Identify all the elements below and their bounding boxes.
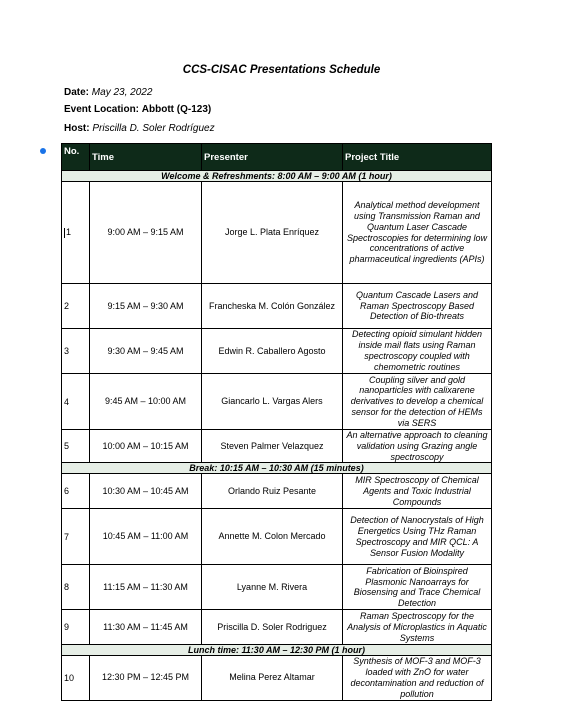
- row-time: 9:00 AM – 9:15 AM: [90, 182, 202, 284]
- date-value: May 23, 2022: [91, 87, 153, 98]
- row-project: Raman Spectroscopy for the Analysis of Microplastics in Aquatic Systems: [343, 610, 492, 645]
- row-time: 11:30 AM – 11:45 AM: [90, 610, 202, 645]
- header-presenter: Presenter: [202, 144, 343, 171]
- row-project: Fabrication of Bioinspired Plasmonic Nanoarrays for Biosensing and Trace Chemical Detection: [343, 565, 492, 610]
- header-time: Time: [90, 144, 202, 171]
- row-time: 10:30 AM – 10:45 AM: [90, 474, 202, 509]
- row-project: Synthesis of MOF-3 and MOF-3 loaded with ZnO for water decontamination and reduction of pollution: [343, 656, 492, 700]
- table-row: [62, 565, 492, 610]
- location-value: Abbott (Q-123): [141, 104, 212, 115]
- row-number: 5: [62, 430, 90, 463]
- table-row: [62, 509, 492, 565]
- row-number: 7: [62, 509, 90, 565]
- location-label: Event Location:: [64, 104, 140, 115]
- separator-row: [62, 463, 492, 474]
- separator-row: [62, 645, 492, 656]
- header-no: No.: [62, 144, 90, 171]
- date-line: [64, 87, 152, 98]
- row-presenter: Giancarlo L. Vargas Alers: [202, 374, 343, 430]
- schedule-table: [61, 143, 492, 701]
- document-title: CCS-CISAC Presentations Schedule: [182, 64, 381, 76]
- row-number[interactable]: 1: [62, 182, 90, 284]
- row-number: 8: [62, 565, 90, 610]
- row-project: Detecting opioid simulant hidden inside mail flats using Raman spectroscopy coupled with chemometric routines: [343, 329, 492, 374]
- row-number: 6: [62, 474, 90, 509]
- row-time: 11:15 AM – 11:30 AM: [90, 565, 202, 610]
- table-row: [62, 374, 492, 430]
- host-line: [64, 123, 215, 134]
- host-value: Priscilla D. Soler Rodríguez: [92, 123, 215, 134]
- date-label: Date:: [64, 87, 90, 98]
- row-project: Analytical method development using Transmission Raman and Quantum Laser Cascade Spectroscopies for determining low concentrations of active pharmaceutical ingredients (APIs): [343, 182, 492, 284]
- row-project: An alternative approach to cleaning validation using Grazing angle spectroscopy: [343, 430, 492, 463]
- location-line: [64, 104, 211, 115]
- table-header-row: [62, 144, 492, 171]
- row-time: 9:45 AM – 10:00 AM: [90, 374, 202, 430]
- text-cursor: [64, 228, 65, 238]
- row-time: 12:30 PM – 12:45 PM: [90, 656, 202, 700]
- row-presenter: Francheska M. Colón González: [202, 284, 343, 329]
- row-presenter: Melina Perez Altamar: [202, 656, 343, 700]
- row-number: 4: [62, 374, 90, 430]
- host-label: Host:: [64, 123, 90, 134]
- row-number: 2: [62, 284, 90, 329]
- table-row: [62, 284, 492, 329]
- row-number: 9: [62, 610, 90, 645]
- row-presenter: Steven Palmer Velazquez: [202, 430, 343, 463]
- row-presenter: Jorge L. Plata Enríquez: [202, 182, 343, 284]
- row-presenter: Lyanne M. Rivera: [202, 565, 343, 610]
- table-row: [62, 182, 492, 284]
- table-row: [62, 329, 492, 374]
- row-presenter: Edwin R. Caballero Agosto: [202, 329, 343, 374]
- row-project: Detection of Nanocrystals of High Energetics Using THz Raman Spectroscopy and MIR QCL: A Sensor Fusion Modality: [343, 509, 492, 565]
- table-row: [62, 474, 492, 509]
- row-project: MIR Spectroscopy of Chemical Agents and Toxic Industrial Compounds: [343, 474, 492, 509]
- table-row: [62, 610, 492, 645]
- break-separator: Break: 10:15 AM – 10:30 AM (15 minutes): [62, 463, 492, 474]
- cursor-marker-dot: [40, 148, 46, 154]
- row-time: 9:15 AM – 9:30 AM: [90, 284, 202, 329]
- row-presenter: Annette M. Colon Mercado: [202, 509, 343, 565]
- table-row: [62, 656, 492, 700]
- separator-row: [62, 171, 492, 182]
- row-project: Coupling silver and gold nanoparticles with calixarene derivatives to develop a chemical sensor for the detection of HEMs via SERS: [343, 374, 492, 430]
- welcome-separator: Welcome & Refreshments: 8:00 AM – 9:00 AM (1 hour): [62, 171, 492, 182]
- row-number: 10: [62, 656, 90, 700]
- row-presenter: Priscilla D. Soler Rodriguez: [202, 610, 343, 645]
- row-presenter: Orlando Ruiz Pesante: [202, 474, 343, 509]
- row-time: 10:45 AM – 11:00 AM: [90, 509, 202, 565]
- row-number: 3: [62, 329, 90, 374]
- row-time: 9:30 AM – 9:45 AM: [90, 329, 202, 374]
- table-row: [62, 430, 492, 463]
- row-time: 10:00 AM – 10:15 AM: [90, 430, 202, 463]
- header-project: Project Title: [343, 144, 492, 171]
- lunch-separator: Lunch time: 11:30 AM – 12:30 PM (1 hour): [62, 645, 492, 656]
- row-project: Quantum Cascade Lasers and Raman Spectroscopy Based Detection of Bio-threats: [343, 284, 492, 329]
